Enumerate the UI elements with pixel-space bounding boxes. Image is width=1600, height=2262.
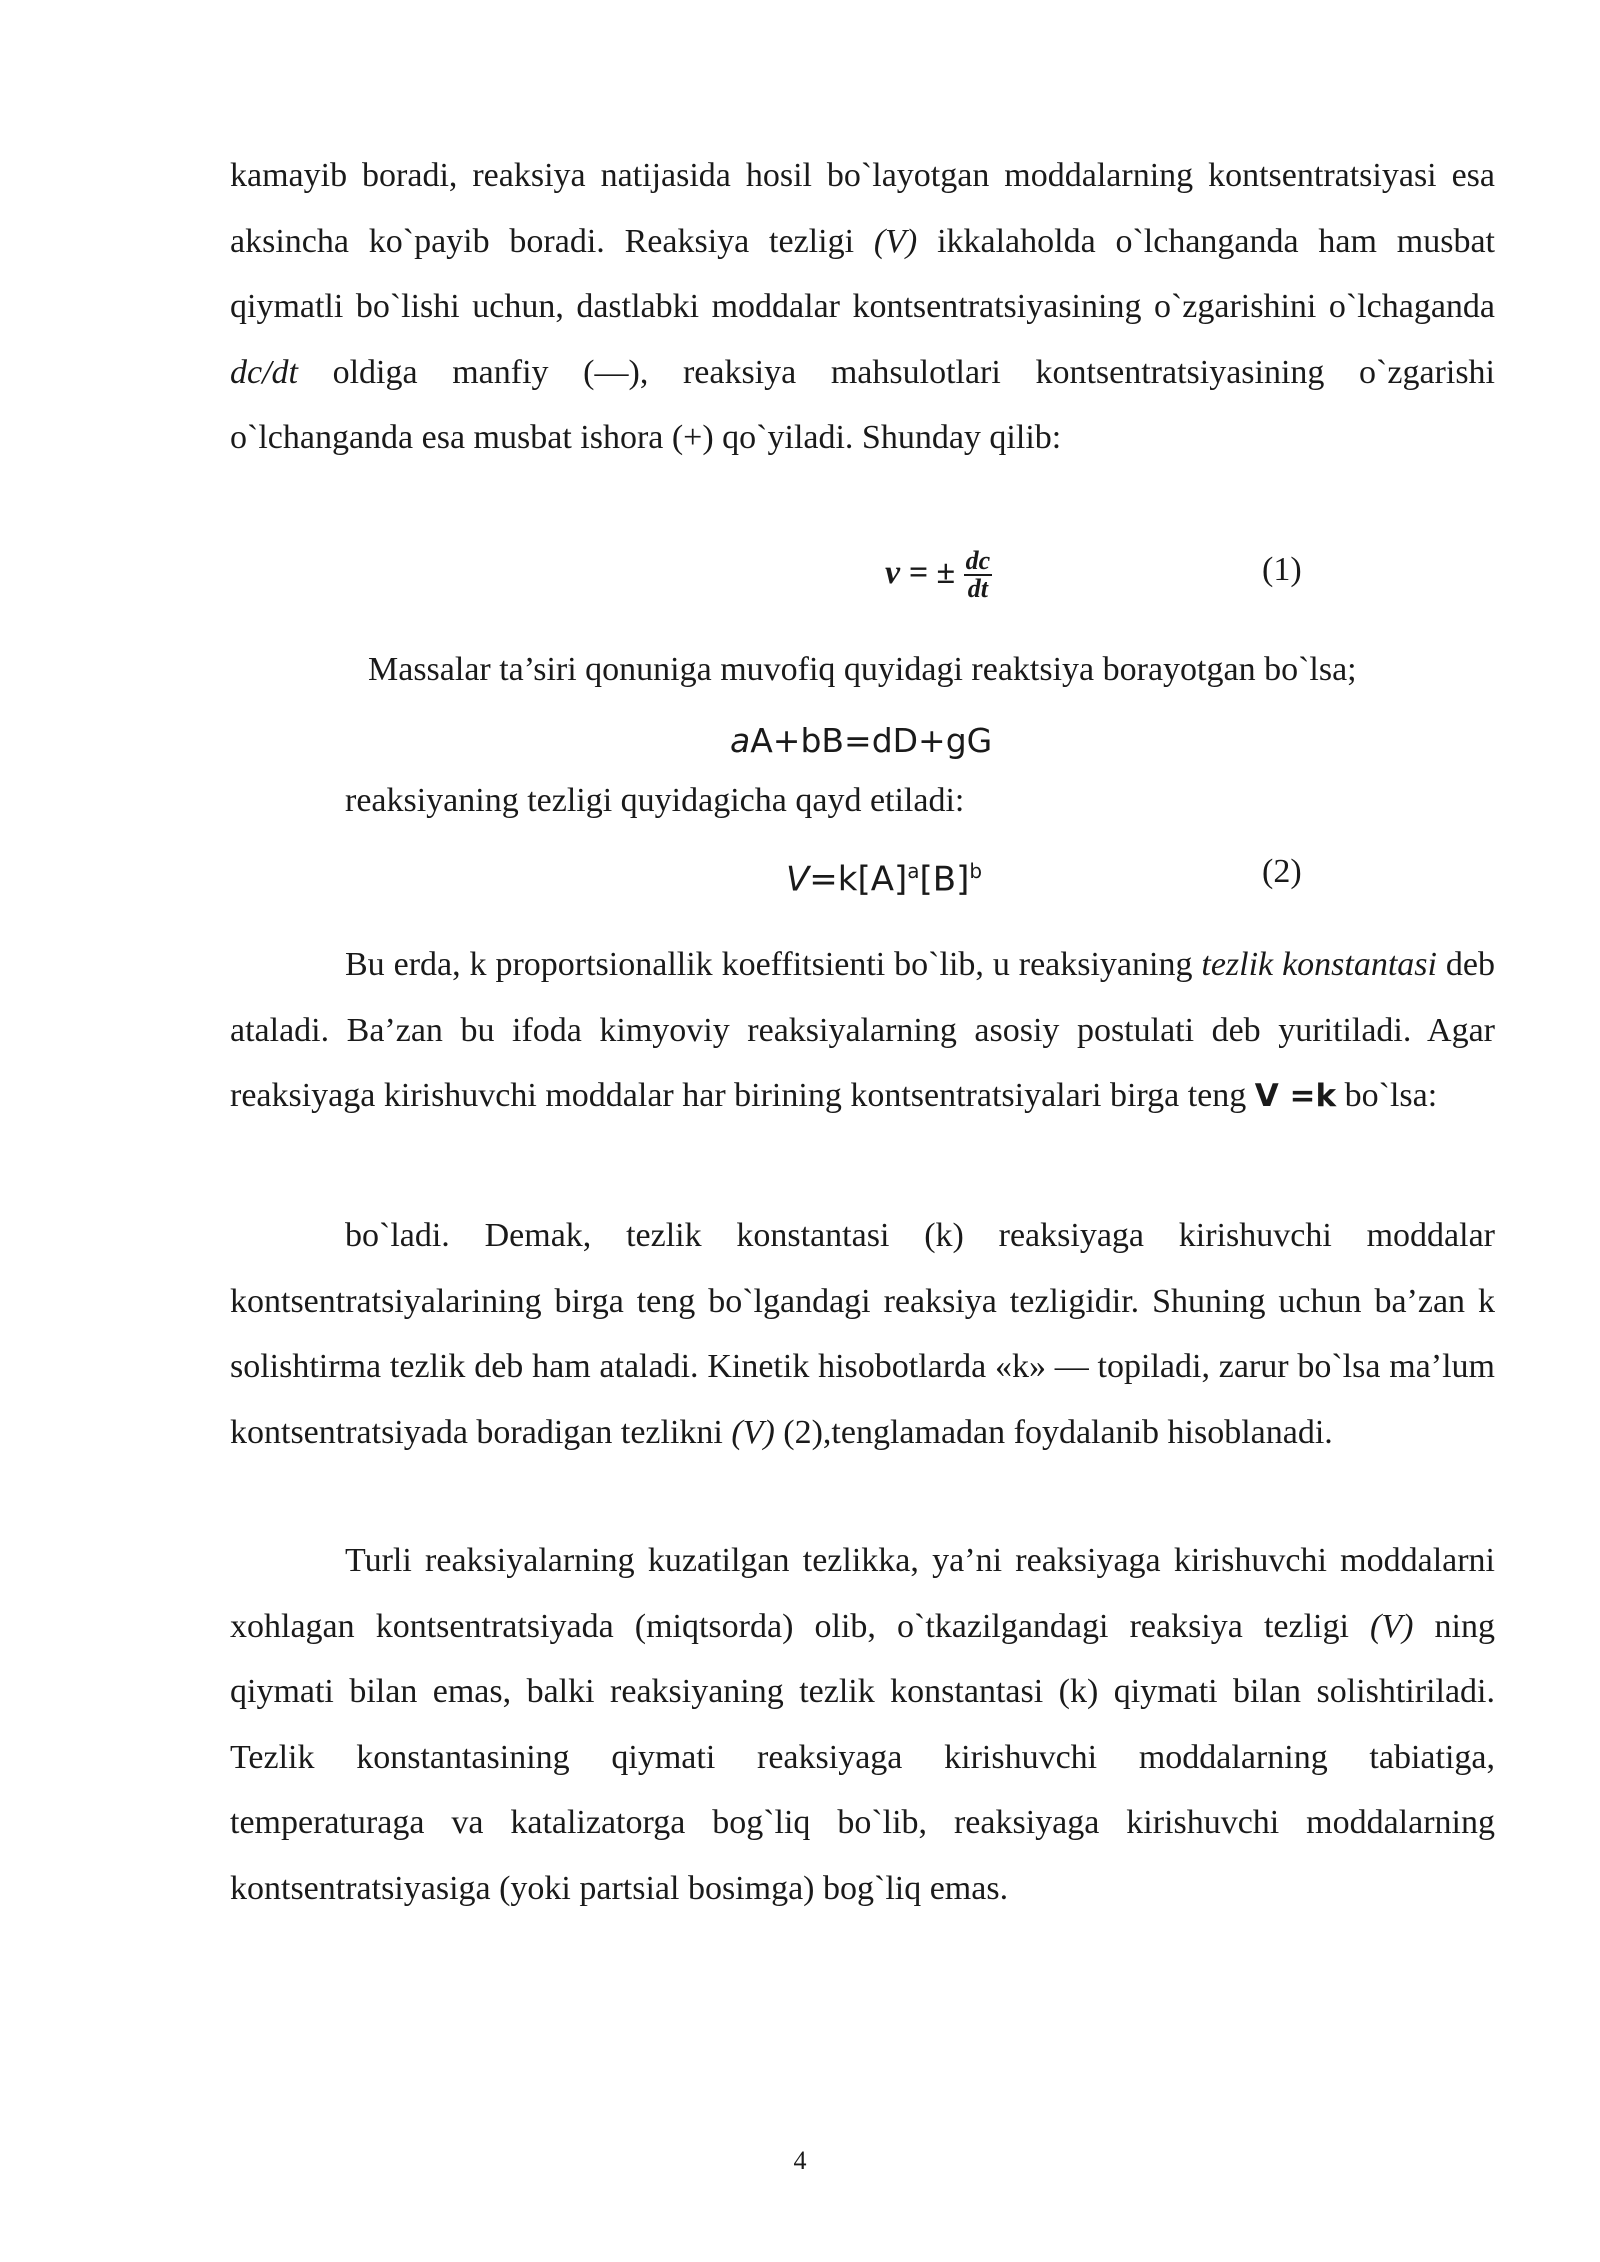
equation-2 [786, 851, 982, 899]
paragraph-3: reaksiyaning tezligi quyidagicha qayd etiladi: [345, 782, 965, 819]
eq2-exponent-a: a [907, 859, 920, 883]
p6-text-1: Turli reaksiyalarning kuzatilgan tezlikka, ya’ni reaksiyaga kirishuvchi moddalarni xohlagan kontsentratsiyada (miqtsorda) olib, o`tkazilgandagi reaksiya tezligi [230, 1542, 1495, 1645]
reaction-coefficient-a: a [730, 721, 751, 760]
p4-text-2: deb ataladi. Ba’zan bu ifoda kimyoviy reaksiyalarning asosiy postulati deb yuritiladi. Agar reaksiyaga kirishuvchi moddalar har birining kontsentratsiyalari birga teng [230, 946, 1495, 1114]
paragraph-1 [230, 143, 1495, 471]
paragraph-4 [230, 932, 1495, 1130]
p5-text-1: bo`ladi. Demak, tezlik konstantasi (k) reaksiyaga kirishuvchi moddalar kontsentratsiyalarining birga teng bo`lgandagi reaksiya tezligidir. Shuning uchun ba’zan k solishtirma tezlik deb ham ataladi. Kinetik hisobotlarda «k» — topiladi, zarur bo`lsa ma’lum kontsentratsiyada boradigan tezlikni [230, 1217, 1495, 1451]
equation-2-number: (2) [1262, 853, 1302, 890]
p4-inline-equation: V =k [1254, 1078, 1337, 1114]
eq1-numerator: dc [965, 546, 991, 575]
p1-italic-dcdt: dc/dt [230, 353, 298, 391]
page-number: 4 [793, 2146, 807, 2175]
eq2-rhs-a: =k[A] [809, 859, 908, 900]
eq1-lhs: v = ± [885, 553, 956, 591]
paragraph-2: Massalar ta’siri qonuniga muvofiq quyidagi reaktsiya borayotgan bo`lsa; [368, 651, 1357, 688]
p4-text-1: Bu erda, k proportsionallik koeffitsienti bo`lib, u reaksiyaning [345, 946, 1202, 983]
p6-text-2: ning qiymati bilan emas, balki reaksiyaning tezlik konstantasi (k) qiymati bilan solishtiriladi. Tezlik konstantasining qiymati reaksiyaga kirishuvchi moddalarning tabiatiga, temperaturaga va katalizatorga bog`liq bo`lib, reaksiyaga kirishuvchi moddalarning kontsentratsiyasiga (yoki partsial bosimga) bog`liq emas. [230, 1607, 1496, 1907]
reaction-equation [730, 721, 992, 761]
p1-text-2: ikkalaholda o`lchanganda ham musbat qiymatli bo`lishi uchun, dastlabki moddalar kontsentratsiyasining o`zgarishini o`lchaganda [230, 222, 1495, 325]
eq2-exponent-b: b [969, 859, 983, 883]
eq1-denominator: dt [967, 574, 989, 603]
paragraph-6 [230, 1528, 1495, 1921]
p6-italic-v: (V) [1370, 1607, 1414, 1645]
eq1-fraction [964, 548, 993, 602]
p5-italic-v: (V) [731, 1413, 775, 1451]
reaction-rest: A+bB=dD+gG [750, 721, 993, 760]
p4-italic-term: tezlik konstantasi [1201, 946, 1437, 983]
p1-text-3: oldiga manfiy (—), reaksiya mahsulotlari kontsentratsiyasining o`zgarishi o`lchanganda esa musbat ishora (+) qo`yiladi. Shunday qilib: [230, 353, 1495, 456]
eq2-lhs: V [786, 859, 810, 900]
paragraph-5 [230, 1203, 1495, 1465]
equation-1 [885, 548, 992, 602]
p1-italic-v: (V) [873, 222, 918, 260]
p5-text-2: (2),tenglamadan foydalanib hisoblanadi. [774, 1413, 1333, 1451]
p4-text-3: bo`lsa: [1336, 1077, 1438, 1114]
p1-text-1: kamayib boradi, reaksiya natijasida hosil bo`layotgan moddalarning kontsentratsiyasi esa aksincha ko`payib boradi. Reaksiya tezligi [230, 157, 1495, 260]
eq2-rhs-b: [B] [919, 859, 970, 900]
equation-1-number: (1) [1262, 551, 1302, 588]
